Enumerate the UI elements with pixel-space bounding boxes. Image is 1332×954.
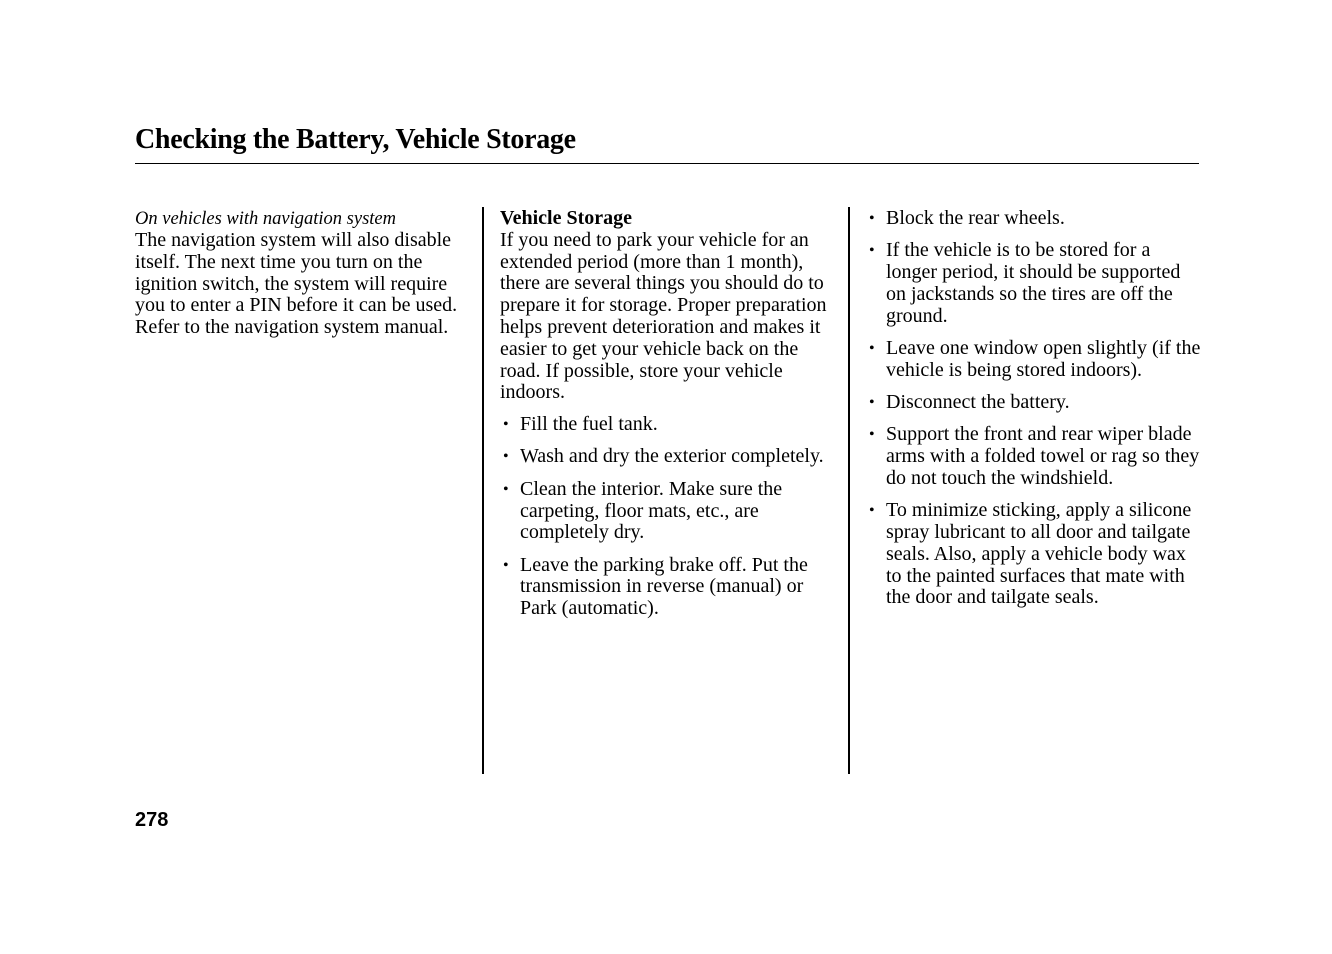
list-item	[500, 414, 832, 436]
list-item	[866, 392, 1202, 414]
list-item-text: Block the rear wheels.	[886, 207, 1065, 229]
list-item	[866, 208, 1202, 230]
list-item-text: Disconnect the battery.	[886, 391, 1070, 414]
storage-steps-list	[500, 414, 832, 620]
list-item-text: Clean the interior. Make sure the carpeting, floor mats, etc., are completely dry.	[520, 477, 783, 544]
title-rule	[135, 163, 1199, 164]
list-item-text: Fill the fuel tank.	[520, 413, 658, 436]
list-item	[500, 446, 832, 468]
vehicle-storage-intro: If you need to park your vehicle for an extended period (more than 1 month), there are several things you should do to prepare it for storage. Proper preparation helps prevent deterioration and makes it easier to get your vehicle back on the road. If possible, store your vehicle indoors.	[500, 228, 827, 404]
bullet-icon: •	[869, 210, 875, 227]
bullet-icon: •	[503, 416, 509, 434]
storage-steps-list-continued	[866, 208, 1202, 609]
page-title: Checking the Battery, Vehicle Storage	[135, 124, 576, 155]
list-item-text: If the vehicle is to be stored for a longer period, it should be supported on jackstands so the tires are off the ground.	[886, 239, 1181, 327]
navigation-note-body: The navigation system will also disable itself. The next time you turn on the ignition switch, the system will require you to enter a PIN before it can be used. Refer to the navigation system manual.	[135, 229, 458, 339]
list-item	[500, 479, 832, 544]
list-item-text: Leave the parking brake off. Put the transmission in reverse (manual) or Park (automatic).	[520, 553, 808, 620]
list-item	[866, 240, 1202, 327]
page-number: 278	[135, 809, 169, 831]
vehicle-storage-heading: Vehicle Storage	[500, 207, 633, 229]
list-item-text: Leave one window open slightly (if the vehicle is being stored indoors).	[886, 336, 1201, 381]
bullet-icon: •	[869, 394, 875, 412]
navigation-note-heading: On vehicles with navigation system	[135, 209, 397, 229]
bullet-icon: •	[869, 339, 875, 357]
column-navigation-note	[135, 208, 475, 339]
list-item	[866, 338, 1202, 382]
column-vehicle-storage	[500, 208, 832, 631]
bullet-icon: •	[503, 448, 509, 466]
column-storage-continued	[866, 208, 1202, 620]
bullet-icon: •	[869, 242, 875, 260]
list-item	[866, 500, 1202, 609]
list-item-text: Support the front and rear wiper blade arms with a folded towel or rag so they do not touch the windshield.	[886, 423, 1200, 489]
bullet-icon: •	[503, 556, 509, 574]
list-item	[500, 555, 832, 620]
bullet-icon: •	[869, 426, 875, 444]
list-item	[866, 424, 1202, 489]
column-divider	[848, 207, 850, 774]
column-divider	[482, 207, 484, 774]
list-item-text: To minimize sticking, apply a silicone spray lubricant to all door and tailgate seals. Also, apply a vehicle body wax to the painted surfaces that mate with the door and tailgate seals.	[886, 499, 1192, 609]
bullet-icon: •	[503, 480, 509, 498]
list-item-text: Wash and dry the exterior completely.	[520, 445, 824, 468]
bullet-icon: •	[869, 502, 875, 520]
